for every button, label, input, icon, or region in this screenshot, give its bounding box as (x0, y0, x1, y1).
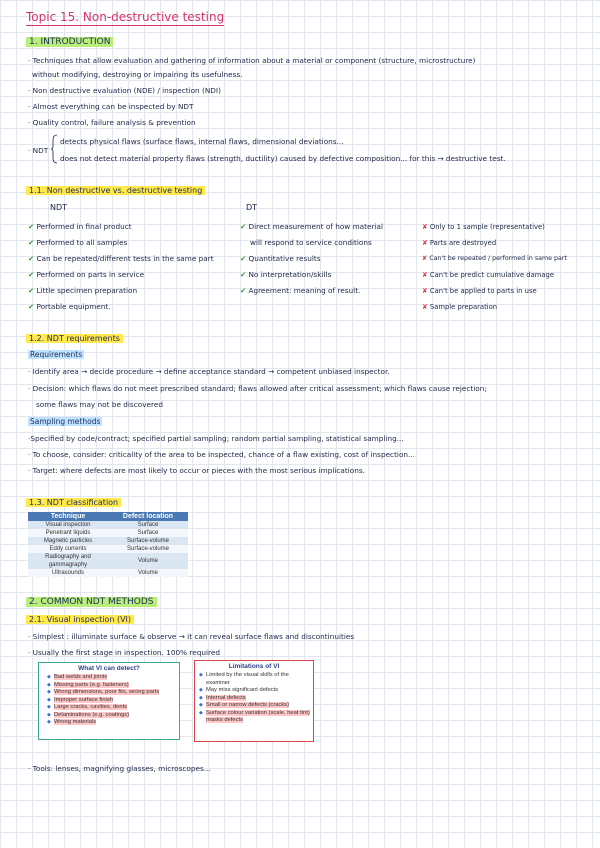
check-icon: ✔ (28, 286, 35, 295)
intro-line: · Quality control, failure analysis & prevention (28, 118, 196, 127)
visual-inspection-heading: 2.1. Visual inspection (VI) (26, 615, 134, 624)
dt-pro-item: ✔ No interpretation/skills (240, 270, 332, 279)
cross-icon: ✘ (422, 287, 428, 295)
vi-line: · Simplest : illuminate surface & observe → it can reveal surface flaws and discontinuities (28, 632, 355, 641)
ndt-item: ✔ Performed in final product (28, 222, 132, 231)
dt-con-item: ✘ Only to 1 sample (representative) (422, 223, 545, 231)
dt-con-item: ✘ Can't be repeated / performed in same part (422, 255, 567, 262)
cross-icon: ✘ (422, 255, 428, 262)
table-row: Radiography and gammagraphy Volume (28, 553, 188, 569)
ndt-item: ✔ Performed on parts in service (28, 270, 145, 279)
list-item: ◆ Bad welds and joints (47, 674, 179, 682)
classification-table (28, 512, 188, 577)
intro-line: · Techniques that allow evaluation and gathering of information about a material or component (structure, microstructure) (28, 56, 476, 65)
comparison-heading: 1.1. Non destructive vs. destructive testing (26, 186, 205, 195)
requirements-heading: 1.2. NDT requirements (26, 334, 123, 343)
requirement-line: some flaws may not be discovered (36, 400, 163, 409)
brace-icon (50, 134, 58, 164)
tools-line: · Tools: lenses, magnifying glasses, microscopes... (28, 764, 211, 773)
list-item: ◆ May miss significant defects (199, 687, 313, 695)
list-item: ◆ Wrong dimensions, poor fits, wrong parts (47, 689, 179, 697)
vi-detect-box (38, 662, 180, 740)
list-item: ◆ Large cracks, cavities, dents (47, 704, 179, 712)
check-icon: ✔ (28, 238, 35, 247)
intro-line: · Almost everything can be inspected by NDT (28, 102, 194, 111)
ndt-detects: detects physical flaws (surface flaws, internal flaws, dimensional deviations... (60, 137, 344, 146)
check-icon: ✔ (28, 270, 35, 279)
ndt-label: · NDT (28, 146, 49, 155)
list-item: ◆ Improper surface finish (47, 697, 179, 705)
dt-pro-item: ✔ Quantitative results (240, 254, 321, 263)
cross-icon: ✘ (422, 223, 428, 231)
list-item: ◆ Limited by the visual skills of the examiner (199, 672, 313, 687)
dt-pro-item: will respond to service conditions (250, 238, 372, 247)
requirement-line: · Decision: which flaws do not meet prescribed standard; flaws allowed after critical assessment; which flaws cause rejection; (28, 384, 487, 393)
sampling-line: · Target: where defects are most likely to occur or pieces with the most serious implications. (28, 466, 365, 475)
check-icon: ✔ (240, 254, 247, 263)
cross-icon: ✘ (422, 303, 428, 311)
list-item: ◆ Surface colour variation (scale, heat tint) masks defects (199, 710, 313, 725)
dt-pro-item: ✔ Agreement: meaning of result. (240, 286, 361, 295)
methods-heading: 2. COMMON NDT METHODS (26, 597, 157, 607)
cross-icon: ✘ (422, 239, 428, 247)
dt-con-item: ✘ Parts are destroyed (422, 239, 497, 247)
requirements-subheading: Requirements (30, 350, 83, 359)
dt-con-item: ✘ Sample preparation (422, 303, 498, 311)
sampling-line: ·Specified by code/contract; specified partial sampling; random partial sampling, statistical sampling... (28, 434, 404, 443)
classification-heading: 1.3. NDT classification (26, 498, 121, 507)
intro-line: · Non destructive evaluation (NDE) / inspection (NDI) (28, 86, 221, 95)
list-item: ◆ Delaminations (e.g. coatings) (47, 712, 179, 720)
ndt-column-heading: NDT (50, 203, 68, 212)
ndt-item: ✔ Portable equipment. (28, 302, 111, 311)
ndt-item: ✔ Performed to all samples (28, 238, 128, 247)
check-icon: ✔ (28, 254, 35, 263)
intro-heading: 1. INTRODUCTION (26, 37, 113, 47)
vi-line: · Usually the first stage in inspection. 100% required (28, 648, 220, 657)
ndt-item: ✔ Can be repeated/different tests in the same part (28, 254, 214, 263)
dt-column-heading: DT (246, 203, 258, 212)
requirement-line: · Identify area → decide procedure → define acceptance standard → competent unbiased inspector. (28, 367, 390, 376)
dt-pro-item: ✔ Direct measurement of how material (240, 222, 384, 231)
table-row: Ultrasounds Volume (28, 569, 188, 577)
sampling-subheading: Sampling methods (30, 417, 101, 426)
table-row: Magnetic particles Surface-volume (28, 537, 188, 545)
check-icon: ✔ (240, 286, 247, 295)
list-item: ◆ Internal defects (199, 695, 313, 703)
page-title: Topic 15. Non-destructive testing (26, 10, 225, 24)
table-header: Defect location (108, 512, 188, 521)
table-header: Technique (28, 512, 108, 521)
table-row: Visual inspection Surface (28, 521, 188, 529)
list-item: ◆ Wrong materials (47, 719, 179, 727)
vi-detect-title: What VI can detect? (78, 665, 140, 672)
ndt-item: ✔ Little specimen preparation (28, 286, 138, 295)
intro-line: without modifying, destroying or impairing its usefulness. (32, 70, 243, 79)
cross-icon: ✘ (422, 271, 428, 279)
list-item: ◆ Small or narrow defects (cracks) (199, 702, 313, 710)
check-icon: ✔ (28, 222, 35, 231)
vi-limitations-box (194, 660, 314, 742)
check-icon: ✔ (240, 270, 247, 279)
table-row: Eddy currents Surface-volume (28, 545, 188, 553)
sampling-line: · To choose, consider: criticality of the area to be inspected, chance of a flaw existing, cost of inspection... (28, 450, 416, 459)
dt-con-item: ✘ Can't be predict cumulative damage (422, 271, 555, 279)
dt-con-item: ✘ Can't be applied to parts in use (422, 287, 537, 295)
check-icon: ✔ (28, 302, 35, 311)
list-item: ◆ Missing parts (e.g. fasteners) (47, 682, 179, 690)
ndt-not-detects: does not detect material property flaws (strength, ductility) caused by defective composition... for this → destructive test. (60, 154, 506, 163)
vi-limitations-title: Limitations of VI (228, 663, 280, 670)
table-row: Penetrant liquids Surface (28, 529, 188, 537)
check-icon: ✔ (240, 222, 247, 231)
